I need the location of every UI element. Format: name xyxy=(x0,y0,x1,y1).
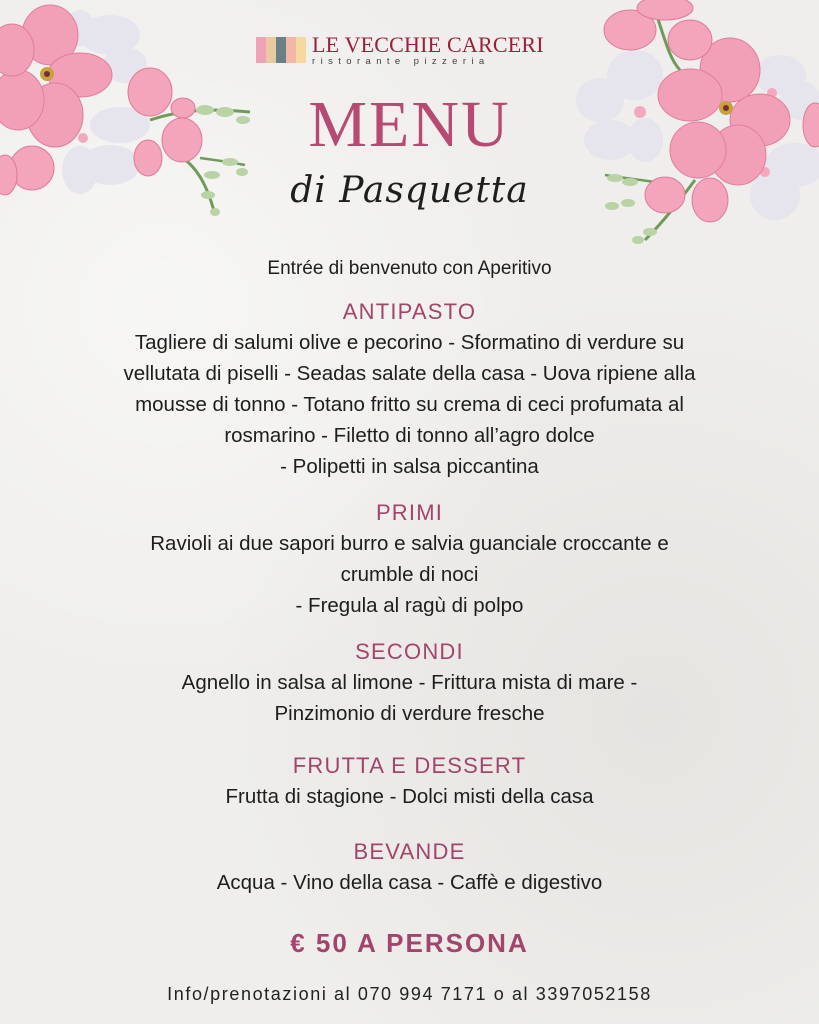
section-bevande xyxy=(0,837,819,898)
section-heading: PRIMI xyxy=(375,500,444,525)
menu-line: - Polipetti in salsa piccantina xyxy=(280,455,539,478)
section-primi xyxy=(0,498,819,621)
menu-line: Pinzimonio di verdure fresche xyxy=(274,702,545,725)
menu-line: Acqua - Vino della casa - Caffè e digestivo xyxy=(216,871,603,894)
section-heading: FRUTTA E DESSERT xyxy=(292,753,527,778)
section-heading: ANTIPASTO xyxy=(342,299,477,324)
page-subtitle: di Pasquetta xyxy=(290,170,529,211)
building-icon xyxy=(256,37,306,63)
menu-line: Frutta di stagione - Dolci misti della casa xyxy=(225,785,594,808)
section-heading: BEVANDE xyxy=(353,839,466,864)
section-frutta-e-dessert xyxy=(0,751,819,812)
menu-line: Ravioli ai due sapori burro e salvia guanciale croccante e xyxy=(150,532,669,555)
section-heading: SECONDI xyxy=(355,639,464,664)
restaurant-tagline: ristorante pizzeria xyxy=(312,55,490,67)
restaurant-name: LE VECCHIE CARCERI xyxy=(312,31,544,57)
menu-line: vellutata di piselli - Seadas salate della casa - Uova ripiene alla xyxy=(123,362,696,385)
restaurant-logo xyxy=(256,32,556,68)
section-secondi xyxy=(0,637,819,729)
intro-text: Entrée di benvenuto con Aperitivo xyxy=(267,258,552,279)
contact-info: Info/prenotazioni al 070 994 7171 o al 3397052158 xyxy=(167,984,652,1004)
menu-content xyxy=(0,252,819,898)
menu-line: Tagliere di salumi olive e pecorino - Sformatino di verdure su xyxy=(134,331,685,354)
menu-line: Agnello in salsa al limone - Frittura mista di mare - xyxy=(181,671,638,694)
menu-line: - Fregula al ragù di polpo xyxy=(295,594,524,617)
menu-line: crumble di noci xyxy=(340,563,479,586)
section-antipasto xyxy=(0,297,819,482)
menu-line: rosmarino - Filetto di tonno all’agro dolce xyxy=(224,424,595,447)
page-title: MENU xyxy=(308,88,511,161)
price-per-person: € 50 A PERSONA xyxy=(290,928,529,958)
menu-line: mousse di tonno - Totano fritto su crema di ceci profumata al xyxy=(135,393,684,416)
